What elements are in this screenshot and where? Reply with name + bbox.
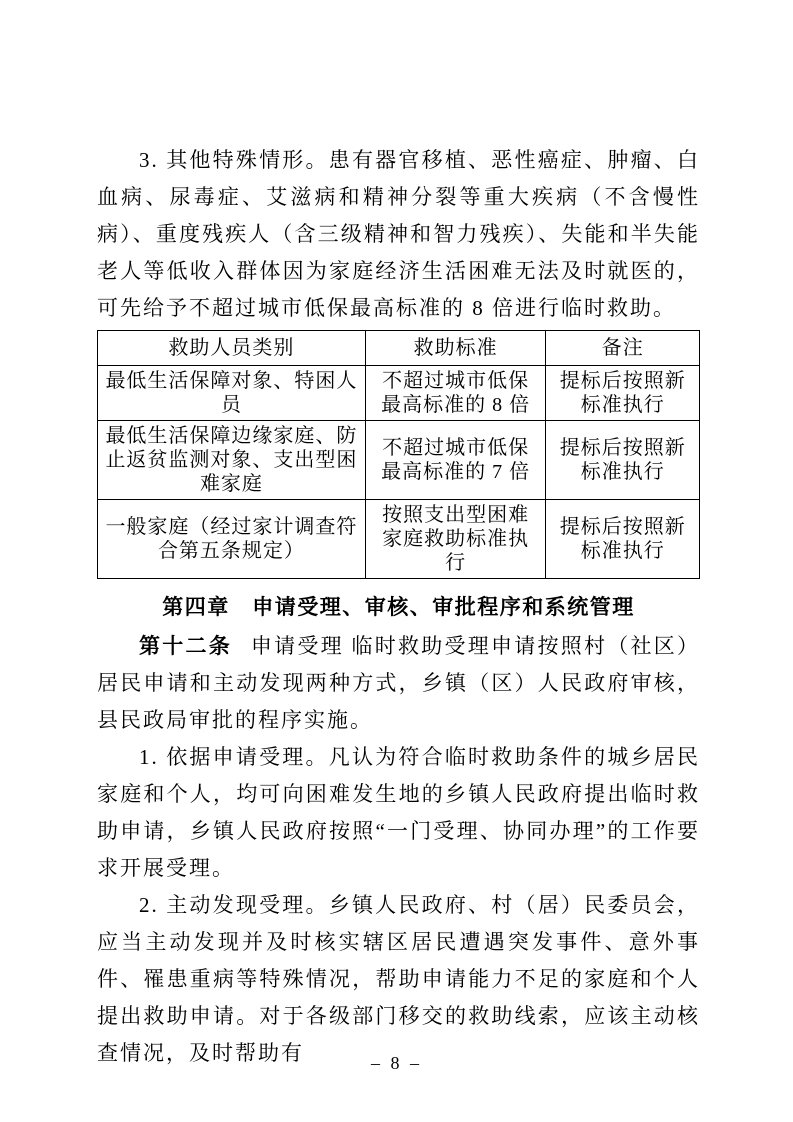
table-cell-category: 一般家庭（经过家计调查符合第五条规定） [98, 500, 366, 579]
table-header-standard: 救助标准 [365, 331, 546, 366]
table-row [98, 421, 700, 500]
article-12-label: 第十二条 [139, 635, 233, 658]
chapter-heading: 第四章 申请受理、审核、审批程序和系统管理 [162, 596, 635, 619]
table-cell-standard: 按照支出型困难家庭救助标准执行 [365, 500, 546, 579]
table-header-category: 救助人员类别 [98, 331, 366, 366]
table-cell-category: 最低生活保障边缘家庭、防止返贫监测对象、支出型困难家庭 [98, 421, 366, 500]
paragraph-application-acceptance: 1. 依据申请受理。凡认为符合临时救助条件的城乡居民家庭和个人，均可向困难发生地的乡镇人民政府提出临时救助申请，乡镇人民政府按照“一门受理、协同办理”的工作要求开展受理。 [97, 745, 700, 880]
table-row [98, 366, 700, 421]
table-cell-remarks: 提标后按照新标准执行 [546, 421, 700, 500]
table-cell-category: 最低生活保障对象、特困人员 [98, 366, 366, 421]
table-row [98, 500, 700, 579]
assistance-standards-table [97, 330, 700, 579]
paragraph-article-12 [97, 628, 700, 739]
table-cell-remarks: 提标后按照新标准执行 [546, 500, 700, 579]
article-12-text: 申请受理 临时救助受理申请按照村（社区）居民申请和主动发现两种方式，乡镇（区）人民政府审核，县民政局审批的程序实施。 [97, 634, 701, 732]
table-cell-standard: 不超过城市低保最高标准的 8 倍 [365, 366, 546, 421]
table-header-row [98, 331, 700, 366]
page-number: – 8 – [371, 1053, 422, 1073]
table-cell-remarks: 提标后按照新标准执行 [546, 366, 700, 421]
table-cell-standard: 不超过城市低保最高标准的 7 倍 [365, 421, 546, 500]
page-content [97, 142, 700, 1072]
paragraph-other-special-cases: 3. 其他特殊情形。患有器官移植、恶性癌症、肿瘤、白血病、尿毒症、艾滋病和精神分裂等重大疾病（不含慢性病）、重度残疾人（含三级精神和智力残疾）、失能和半失能老人等低收入群体因为家庭经济生活困难无法及时就医的，可先给予不超过城市低保最高标准的 8 倍进行临时救助。 [97, 148, 700, 320]
table-header-remarks: 备注 [546, 331, 700, 366]
paragraph-proactive-discovery: 2. 主动发现受理。乡镇人民政府、村（居）民委员会，应当主动发现并及时核实辖区居民遭遇突发事件、意外事件、罹患重病等特殊情况，帮助申请能力不足的家庭和个人提出救助申请。对于各级部门移交的救助线索，应该主动核查情况，及时帮助有 [97, 893, 700, 1065]
